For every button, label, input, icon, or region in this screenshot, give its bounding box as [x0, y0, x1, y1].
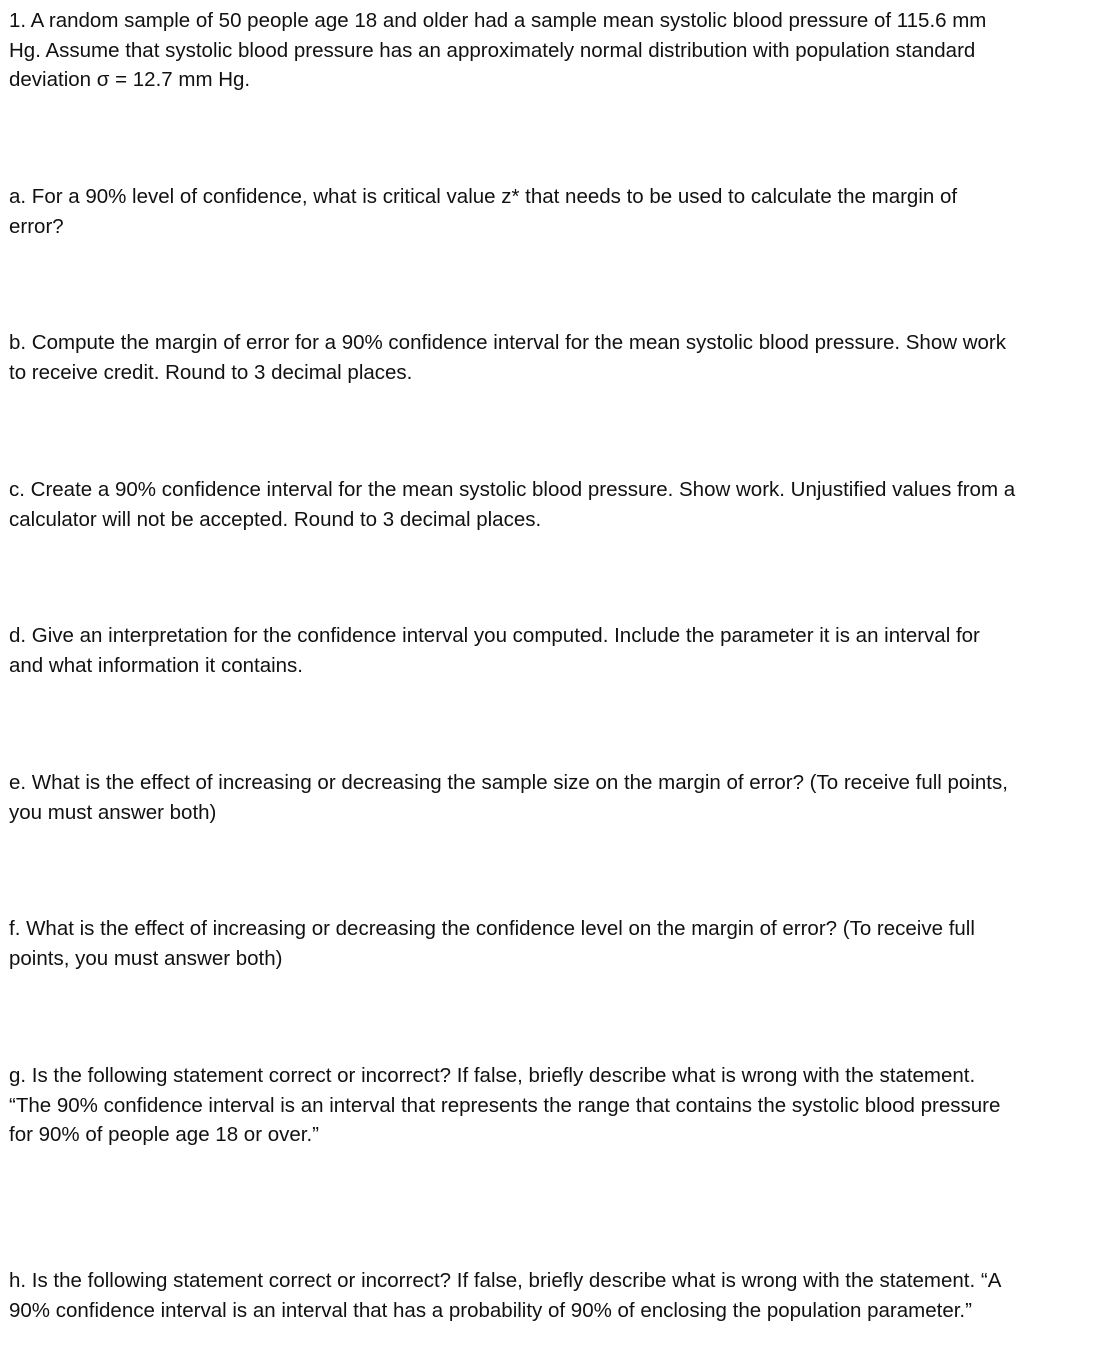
question-d-line: d. Give an interpretation for the confidence interval you computed. Include the parameter it is an interval for	[9, 624, 980, 647]
question-f	[9, 914, 975, 973]
question-c	[9, 475, 1015, 534]
problem-statement-line: deviation σ = 12.7 mm Hg.	[9, 68, 251, 91]
question-d	[9, 621, 980, 680]
question-a-line: error?	[9, 214, 64, 238]
question-b	[9, 328, 1006, 387]
question-a-line: a. For a 90% level of confidence, what is critical value z* that needs to be used to calculate the margin of	[9, 185, 958, 208]
question-e-line: e. What is the effect of increasing or decreasing the sample size on the margin of error? (To receive full points,	[9, 771, 1008, 794]
question-b-line: to receive credit. Round to 3 decimal places.	[9, 360, 413, 384]
problem-statement	[9, 6, 986, 95]
question-c-line: calculator will not be accepted. Round to 3 decimal places.	[9, 507, 542, 531]
question-g	[9, 1061, 1000, 1150]
question-g-line: “The 90% confidence interval is an interval that represents the range that contains the systolic blood pressure	[9, 1093, 1001, 1117]
question-h-line: h. Is the following statement correct or incorrect? If false, briefly describe what is wrong with the statement. “A	[9, 1269, 1002, 1292]
question-f-line: points, you must answer both)	[9, 946, 283, 970]
question-h-line: 90% confidence interval is an interval that has a probability of 90% of enclosing the population parameter.”	[9, 1298, 972, 1322]
problem-statement-line: Hg. Assume that systolic blood pressure has an approximately normal distribution with population standard	[9, 38, 976, 62]
question-g-line: g. Is the following statement correct or incorrect? If false, briefly describe what is wrong with the statement.	[9, 1064, 976, 1087]
question-d-line: and what information it contains.	[9, 653, 303, 677]
question-h	[9, 1266, 1001, 1325]
question-e	[9, 768, 1008, 827]
question-a	[9, 182, 957, 241]
question-f-line: f. What is the effect of increasing or decreasing the confidence level on the margin of error? (To receive full	[9, 917, 975, 940]
question-b-line: b. Compute the margin of error for a 90% confidence interval for the mean systolic blood pressure. Show work	[9, 331, 1007, 354]
problem-statement-line: 1. A random sample of 50 people age 18 and older had a sample mean systolic blood pressure of 115.6 mm	[9, 9, 987, 32]
question-e-line: you must answer both)	[9, 800, 217, 824]
question-c-line: c. Create a 90% confidence interval for the mean systolic blood pressure. Show work. Unjustified values from a	[9, 478, 1016, 501]
question-g-line: for 90% of people age 18 or over.”	[9, 1123, 319, 1146]
